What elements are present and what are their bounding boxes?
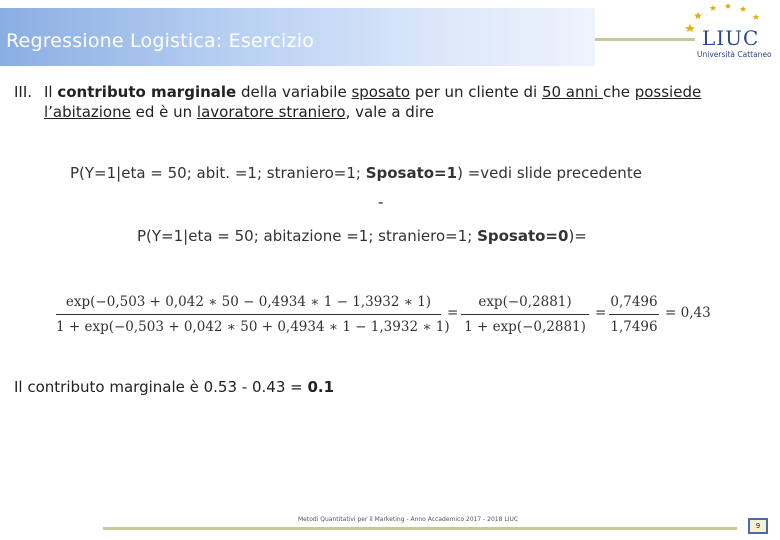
probability-text: ) =vedi slide precedente bbox=[457, 164, 642, 182]
fraction-bar bbox=[461, 314, 589, 315]
fraction-denominator: 1 + exp(−0,503 + 0,042 ∗ 50 + 0,4934 ∗ 1 − 1,3932 ∗ 1) bbox=[56, 319, 450, 335]
question-text-bold: contributo marginale bbox=[57, 83, 237, 101]
result-text: Il contributo marginale è 0.53 - 0.43 = bbox=[14, 378, 308, 396]
question-text-part: per un cliente di bbox=[410, 83, 542, 101]
equals-sign: = bbox=[595, 305, 607, 321]
slide-title: Regressione Logistica: Esercizio bbox=[6, 30, 315, 52]
fraction-numerator: exp(−0,503 + 0,042 ∗ 50 − 0,4934 ∗ 1 − 1,3932 ∗ 1) bbox=[65, 294, 432, 310]
question-text-underlined: 50 anni bbox=[541, 83, 603, 101]
question-text-part: ed è un bbox=[130, 103, 197, 121]
probability-married-line bbox=[70, 164, 642, 182]
question-text bbox=[44, 82, 764, 122]
question-text-part: Il bbox=[44, 83, 58, 101]
liuc-logo bbox=[680, 2, 775, 62]
fraction-bar bbox=[609, 314, 659, 315]
question-text-part: della variabile bbox=[236, 83, 352, 101]
probability-text: )= bbox=[568, 227, 587, 245]
fraction-denominator: 1,7496 bbox=[610, 319, 658, 335]
fraction-1 bbox=[56, 292, 450, 337]
probability-text: P(Y=1|eta = 50; abitazione =1; straniero=1; bbox=[137, 227, 478, 245]
probability-text: P(Y=1|eta = 50; abit. =1; straniero=1; bbox=[70, 164, 366, 182]
question-text-underlined: lavoratore straniero bbox=[196, 103, 346, 121]
logo-subtitle: Università Cattaneo bbox=[697, 50, 772, 59]
question-text-part: che bbox=[602, 83, 635, 101]
fraction-denominator: 1 + exp(−0,2881) bbox=[464, 319, 586, 335]
fraction-numerator: exp(−0,2881) bbox=[478, 294, 572, 310]
question-text-underlined: sposato bbox=[351, 83, 411, 101]
question-paragraph bbox=[14, 82, 764, 122]
footer-text: Metodi Quantitativi per il Marketing - Anno Accademico 2017 - 2018 LIUC bbox=[298, 516, 519, 523]
probability-unmarried-line bbox=[137, 227, 587, 245]
fraction-2 bbox=[461, 292, 589, 337]
fraction-3 bbox=[609, 292, 659, 337]
fraction-bar bbox=[56, 314, 441, 315]
result-value: 0.1 bbox=[307, 378, 335, 396]
probability-bold: Sposato=0 bbox=[477, 227, 569, 245]
question-text-part: , vale a dire bbox=[345, 103, 435, 121]
question-number: III. bbox=[14, 83, 33, 101]
footer-divider bbox=[103, 527, 737, 530]
marginal-contribution-result bbox=[14, 378, 334, 396]
question-text-underlined: possiede l’abitazione bbox=[44, 83, 702, 121]
minus-sign: - bbox=[378, 193, 384, 211]
formula-result: = 0,43 bbox=[665, 305, 711, 321]
logo-wordmark: LIUC bbox=[702, 26, 760, 50]
page-number: 9 bbox=[748, 518, 768, 534]
equals-sign: = bbox=[447, 305, 459, 321]
fraction-numerator: 0,7496 bbox=[610, 294, 658, 310]
slide-header bbox=[0, 8, 595, 66]
probability-bold: Sposato=1 bbox=[365, 164, 458, 182]
